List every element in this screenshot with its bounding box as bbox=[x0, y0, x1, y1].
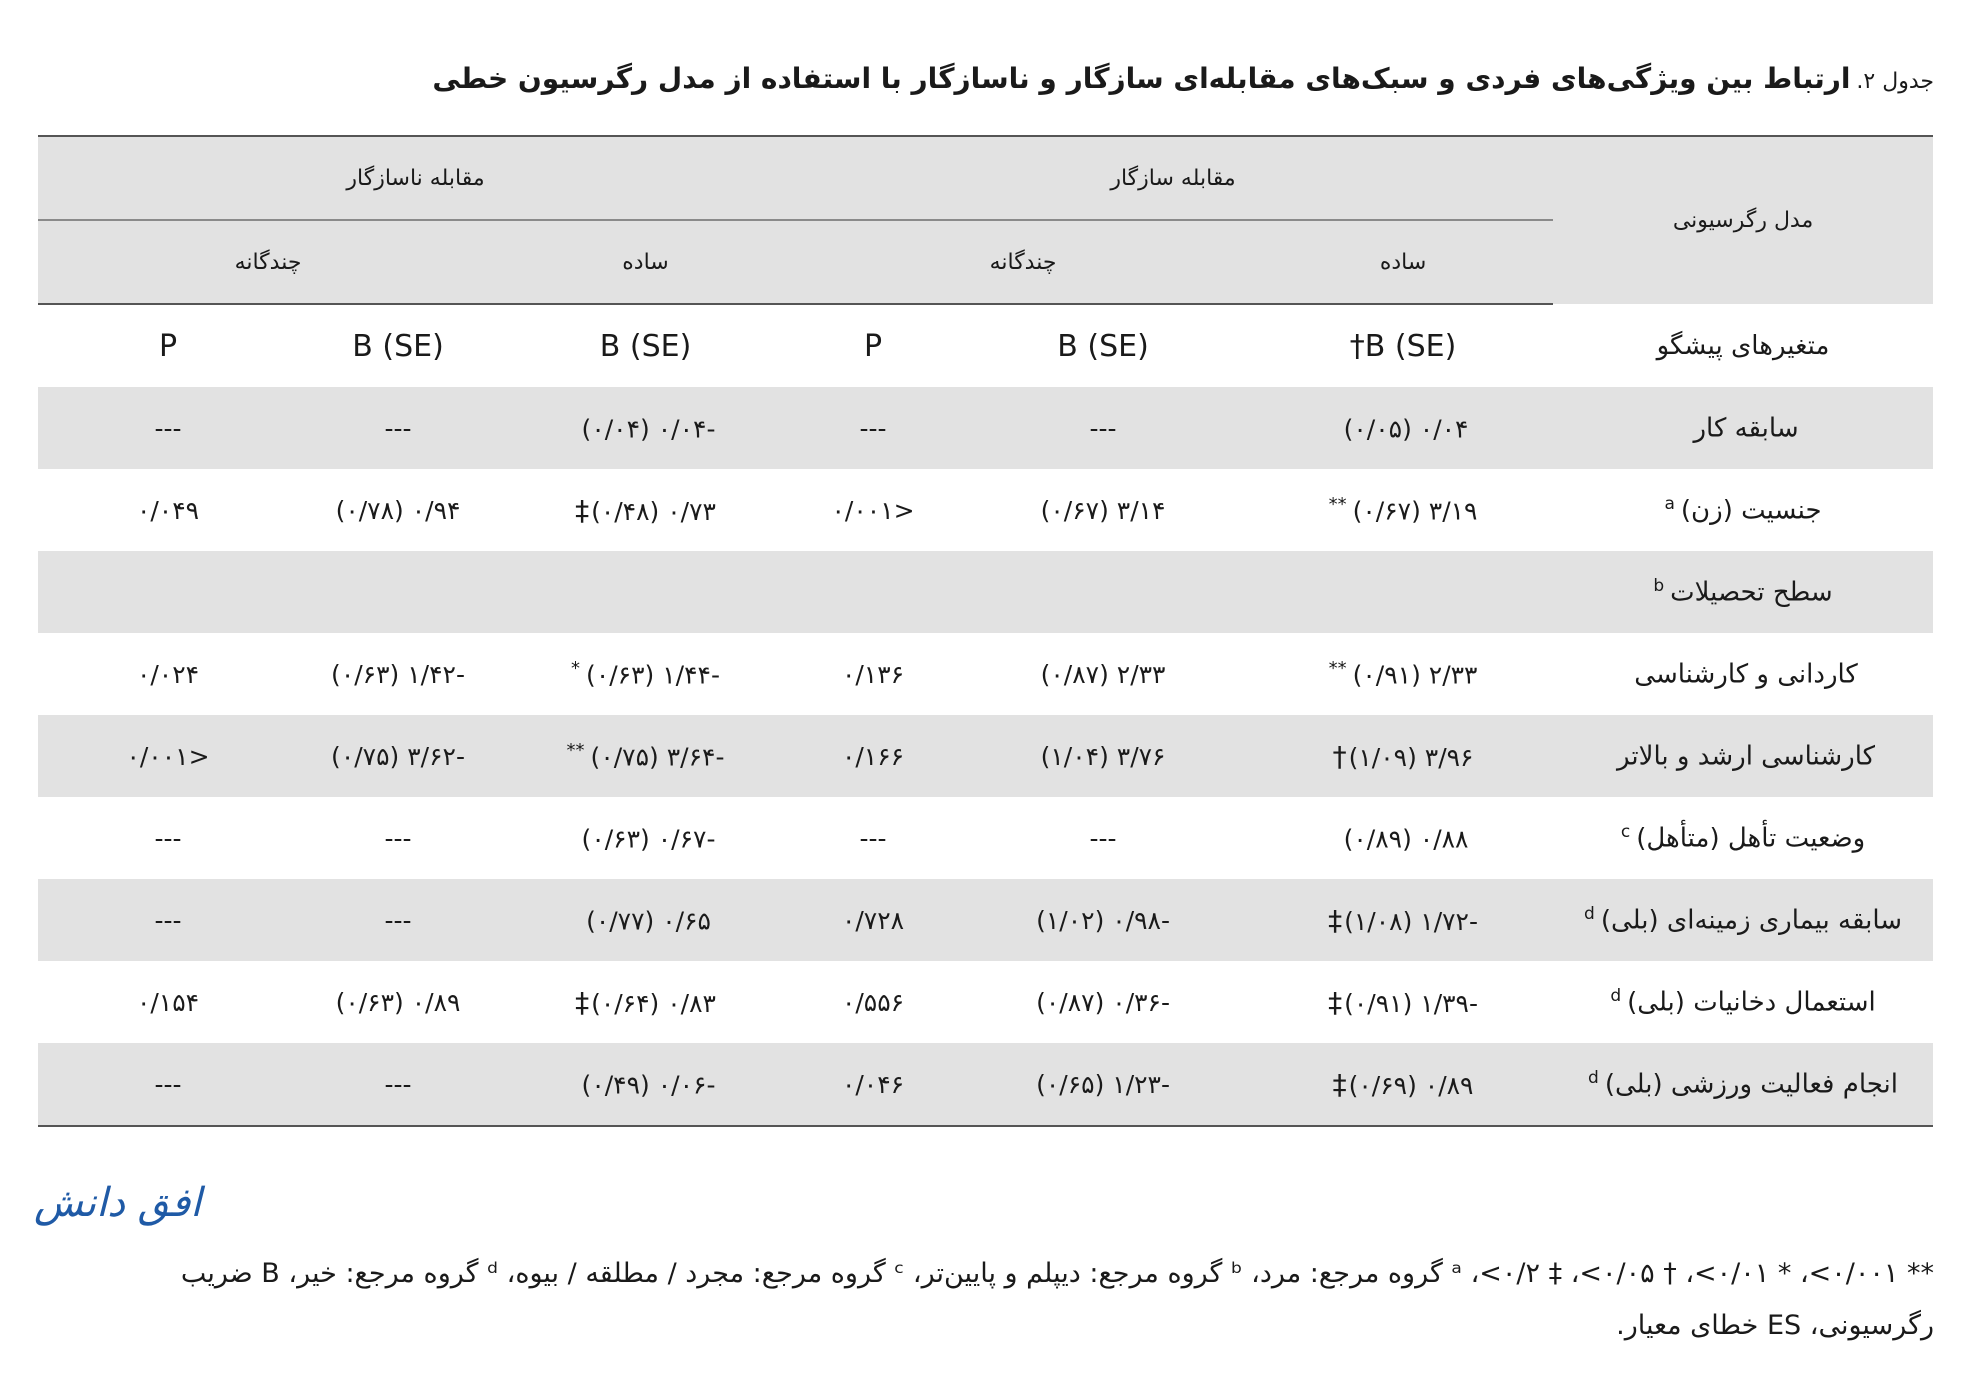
cell-adaptive-simple: ۰/۰۴ (۰/۰۵) bbox=[1253, 387, 1553, 469]
cell-maladaptive-simple: -۱/۴۴ (۰/۶۳)* bbox=[571, 658, 720, 690]
cell-adaptive-multiple-b: ۳/۱۴ (۰/۶۷) bbox=[1040, 495, 1166, 525]
cell-adaptive-multiple-b: -۱/۲۳ (۰/۶۵) bbox=[953, 1043, 1253, 1126]
cell-maladaptive-multiple-p: --- bbox=[38, 879, 298, 961]
cell-maladaptive-simple: -۰/۰۴ (۰/۰۴) bbox=[498, 387, 793, 469]
header-p: P bbox=[38, 304, 298, 387]
header-predictors: متغیرهای پیشگو bbox=[1553, 304, 1933, 387]
caption-title: ارتباط بین ویژگی‌های فردی و سبک‌های مقابله‌ای سازگار و ناسازگار با استفاده از مدل رگرسیون خطی bbox=[432, 62, 1851, 95]
cell-adaptive-multiple-p: ۰/۵۵۶ bbox=[841, 987, 905, 1017]
cell-maladaptive-simple bbox=[498, 551, 793, 633]
caption-label: جدول ۲. bbox=[1856, 69, 1934, 94]
cell-adaptive-multiple-b: -۰/۹۸ (۱/۰۲) bbox=[953, 879, 1253, 961]
cell-adaptive-simple: -۱/۳۹ (۰/۹۱)‡ bbox=[1328, 985, 1479, 1019]
cell-maladaptive-simple: ۰/۸۳ (۰/۶۴)‡ bbox=[575, 985, 716, 1019]
cell-maladaptive-multiple-b: --- bbox=[298, 387, 498, 469]
header-maladaptive-simple: ساده bbox=[498, 220, 793, 304]
cell-maladaptive-multiple-b: ۰/۹۴ (۰/۷۸) bbox=[335, 495, 461, 525]
cell-adaptive-multiple-p: --- bbox=[793, 387, 953, 469]
cell-adaptive-multiple-b: ۳/۷۶ (۱/۰۴) bbox=[953, 715, 1253, 797]
cell-maladaptive-simple: -۰/۶۷ (۰/۶۳) bbox=[581, 824, 716, 854]
cell-adaptive-simple: ۲/۳۳ (۰/۹۱)** bbox=[1328, 658, 1478, 690]
cell-maladaptive-multiple-p: --- bbox=[154, 823, 182, 853]
cell-adaptive-multiple-p: ۰/۱۶۶ bbox=[793, 715, 953, 797]
table-row bbox=[38, 961, 1933, 1043]
header-row-stats bbox=[38, 304, 1933, 387]
cell-adaptive-multiple-p: ۰/۱۳۶ bbox=[841, 659, 905, 689]
cell-adaptive-multiple-p: <۰/۰۰۱ bbox=[831, 495, 915, 525]
row-label: استعمال دخانیات (بلی)$^d$ bbox=[1610, 986, 1876, 1018]
row-label: سابقه کار bbox=[1553, 387, 1933, 469]
header-bse: B (SE) bbox=[953, 304, 1253, 387]
cell-adaptive-simple: ۳/۱۹ (۰/۶۷)** bbox=[1328, 494, 1478, 526]
footnote-line: رگرسیونی، ES خطای معیار. bbox=[1616, 1310, 1934, 1341]
cell-adaptive-simple: ۳/۹۶ (۱/۰۹)† bbox=[1253, 715, 1553, 797]
cell-adaptive-multiple-p bbox=[793, 551, 953, 633]
cell-maladaptive-multiple-p: --- bbox=[38, 387, 298, 469]
cell-adaptive-simple bbox=[1253, 551, 1553, 633]
cell-maladaptive-multiple-p: ۰/۰۲۴ bbox=[136, 659, 200, 689]
table-row bbox=[38, 1043, 1933, 1126]
header-p: P bbox=[793, 304, 953, 387]
cell-maladaptive-multiple-p: ۰/۱۵۴ bbox=[136, 987, 200, 1017]
row-label: سابقه بیماری زمینه‌ای (بلی)$^d$ bbox=[1553, 879, 1933, 961]
header-bse: B (SE) bbox=[298, 304, 498, 387]
cell-maladaptive-simple: -۳/۶۴ (۰/۷۵)** bbox=[498, 715, 793, 797]
header-maladaptive: مقابله ناسازگار bbox=[38, 136, 793, 220]
footnote-line: ** ۰/۰۰۱>، * ۰/۰۱>، † ۰/۰۵>، ‡ ۰/۲>، ᵃ گروه مرجع: مرد، ᵇ گروه مرجع: دیپلم و پایین‌تر، ᶜ گروه مرجع: مجرد / مطلقه / بیوه، ᵈ گروه مرجع: خیر، B ضریب bbox=[180, 1258, 1934, 1289]
table-row bbox=[38, 633, 1933, 715]
cell-maladaptive-multiple-b: --- bbox=[298, 879, 498, 961]
row-label: انجام فعالیت ورزشی (بلی)$^d$ bbox=[1553, 1043, 1933, 1126]
row-label: وضعیت تأهل (متأهل)$^c$ bbox=[1620, 822, 1866, 854]
cell-adaptive-simple: ۰/۸۸ (۰/۸۹) bbox=[1343, 824, 1469, 854]
cell-adaptive-multiple-b: --- bbox=[953, 387, 1253, 469]
cell-maladaptive-multiple-p bbox=[38, 551, 298, 633]
cell-maladaptive-simple: ۰/۷۳ (۰/۴۸)‡ bbox=[575, 493, 716, 527]
row-label: جنسیت (زن)$^a$ bbox=[1664, 494, 1822, 526]
cell-maladaptive-multiple-p: ۰/۰۴۹ bbox=[136, 495, 200, 525]
row-label: کاردانی و کارشناسی bbox=[1634, 659, 1858, 690]
cell-adaptive-multiple-b: ۲/۳۳ (۰/۸۷) bbox=[1040, 659, 1166, 689]
table-row bbox=[38, 715, 1933, 797]
header-bse: B (SE) bbox=[498, 304, 793, 387]
header-maladaptive-multiple: چندگانه bbox=[38, 220, 498, 304]
header-model: مدل رگرسیونی bbox=[1553, 136, 1933, 304]
row-label: سطح تحصیلات$^b$ bbox=[1553, 551, 1933, 633]
header-adaptive-simple: ساده bbox=[1253, 220, 1553, 304]
cell-maladaptive-multiple-b: -۳/۶۲ (۰/۷۵) bbox=[298, 715, 498, 797]
regression-table bbox=[38, 135, 1933, 1127]
header-adaptive: مقابله سازگار bbox=[793, 136, 1553, 220]
cell-maladaptive-multiple-b: --- bbox=[298, 1043, 498, 1126]
cell-adaptive-multiple-b: -۰/۳۶ (۰/۸۷) bbox=[1036, 987, 1171, 1017]
table-row bbox=[38, 387, 1933, 469]
table-row bbox=[38, 469, 1933, 551]
cell-adaptive-multiple-p: ۰/۷۲۸ bbox=[793, 879, 953, 961]
table-caption bbox=[432, 62, 1934, 95]
cell-adaptive-multiple-b bbox=[953, 551, 1253, 633]
cell-maladaptive-multiple-p: <۰/۰۰۱ bbox=[38, 715, 298, 797]
cell-maladaptive-multiple-p: --- bbox=[38, 1043, 298, 1126]
table-row bbox=[38, 797, 1933, 879]
header-row-groups bbox=[38, 136, 1933, 220]
table-row bbox=[38, 879, 1933, 961]
cell-maladaptive-multiple-b: --- bbox=[384, 823, 412, 853]
table-row bbox=[38, 551, 1933, 633]
cell-adaptive-multiple-p: ۰/۰۴۶ bbox=[793, 1043, 953, 1126]
cell-maladaptive-multiple-b: ۰/۸۹ (۰/۶۳) bbox=[335, 987, 461, 1017]
cell-maladaptive-multiple-b bbox=[298, 551, 498, 633]
cell-adaptive-simple: ۰/۸۹ (۰/۶۹)‡ bbox=[1253, 1043, 1553, 1126]
journal-logo: افق دانش bbox=[34, 1180, 202, 1226]
cell-maladaptive-simple: -۰/۰۶ (۰/۴۹) bbox=[498, 1043, 793, 1126]
header-bse-dagger: B (SE)† bbox=[1253, 304, 1553, 387]
cell-adaptive-multiple-b: --- bbox=[1089, 823, 1117, 853]
cell-adaptive-multiple-p: --- bbox=[859, 823, 887, 853]
table-footnote bbox=[34, 1248, 1934, 1352]
header-adaptive-multiple: چندگانه bbox=[793, 220, 1253, 304]
cell-maladaptive-simple: ۰/۶۵ (۰/۷۷) bbox=[498, 879, 793, 961]
cell-adaptive-simple: -۱/۷۲ (۱/۰۸)‡ bbox=[1253, 879, 1553, 961]
row-label: کارشناسی ارشد و بالاتر bbox=[1553, 715, 1933, 797]
cell-maladaptive-multiple-b: -۱/۴۲ (۰/۶۳) bbox=[331, 659, 465, 689]
